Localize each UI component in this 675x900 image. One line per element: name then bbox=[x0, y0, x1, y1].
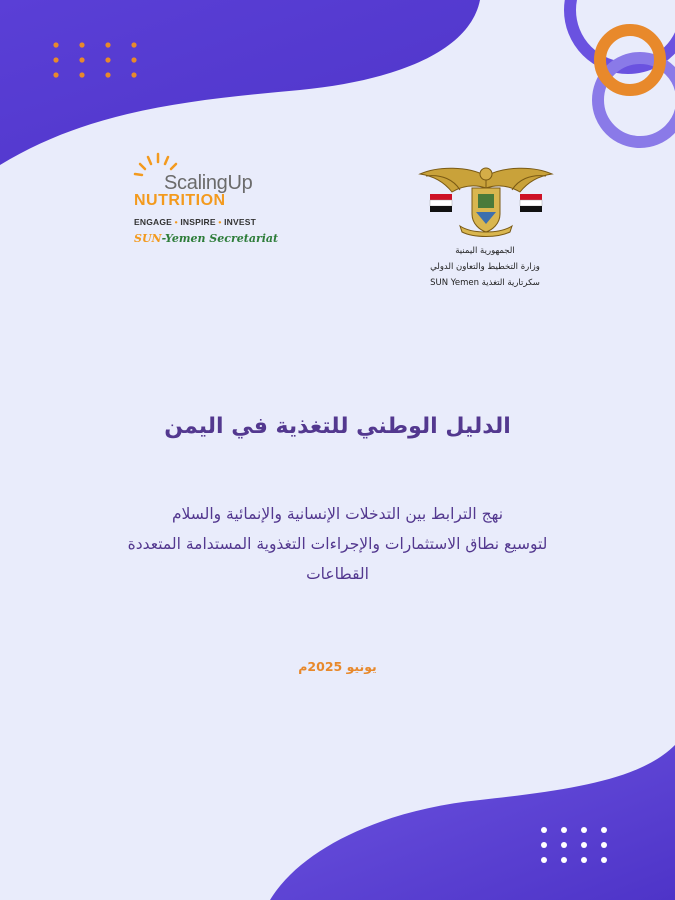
sun-logo-nutrition: NUTRITION bbox=[134, 192, 226, 209]
sun-logo bbox=[128, 148, 288, 258]
tagline-invest: INVEST bbox=[224, 217, 256, 227]
top-wave-shape bbox=[0, 0, 480, 165]
subtitle-line-1: نهج الترابط بين التدخلات الإنسانية والإنمائية والسلام bbox=[171, 505, 504, 523]
sun-tagline bbox=[134, 217, 256, 227]
document-title: الدليل الوطني للتغذية في اليمن bbox=[164, 414, 511, 439]
sun-secretariat-label bbox=[134, 232, 278, 245]
subtitle-line-2: لتوسيع نطاق الاستثمارات والإجراءات التغذوية المستدامة المتعددة bbox=[127, 535, 548, 553]
government-header bbox=[380, 243, 590, 291]
sun-secretariat-prefix: SUN bbox=[134, 232, 162, 245]
republic-name: الجمهورية اليمنية bbox=[455, 246, 515, 256]
tagline-separator: • bbox=[218, 217, 222, 227]
bottom-wave-shape bbox=[270, 745, 675, 900]
tagline-inspire: INSPIRE bbox=[180, 217, 216, 227]
publication-date: يونيو 2025م bbox=[298, 659, 377, 674]
tagline-separator: • bbox=[174, 217, 178, 227]
ministry-name: وزارة التخطيط والتعاون الدولي bbox=[430, 262, 540, 272]
secretariat-name: سكرتارية التغذية SUN Yemen bbox=[430, 278, 540, 288]
sun-logo-scaling-up: ScalingUp bbox=[164, 172, 253, 194]
yemen-eagle-emblem-icon bbox=[416, 162, 556, 242]
sun-secretariat-rest: -Yemen Secretariat bbox=[161, 232, 279, 245]
document-subtitle bbox=[30, 499, 645, 589]
tagline-engage: ENGAGE bbox=[134, 217, 173, 227]
subtitle-line-3: القطاعات bbox=[306, 565, 369, 583]
